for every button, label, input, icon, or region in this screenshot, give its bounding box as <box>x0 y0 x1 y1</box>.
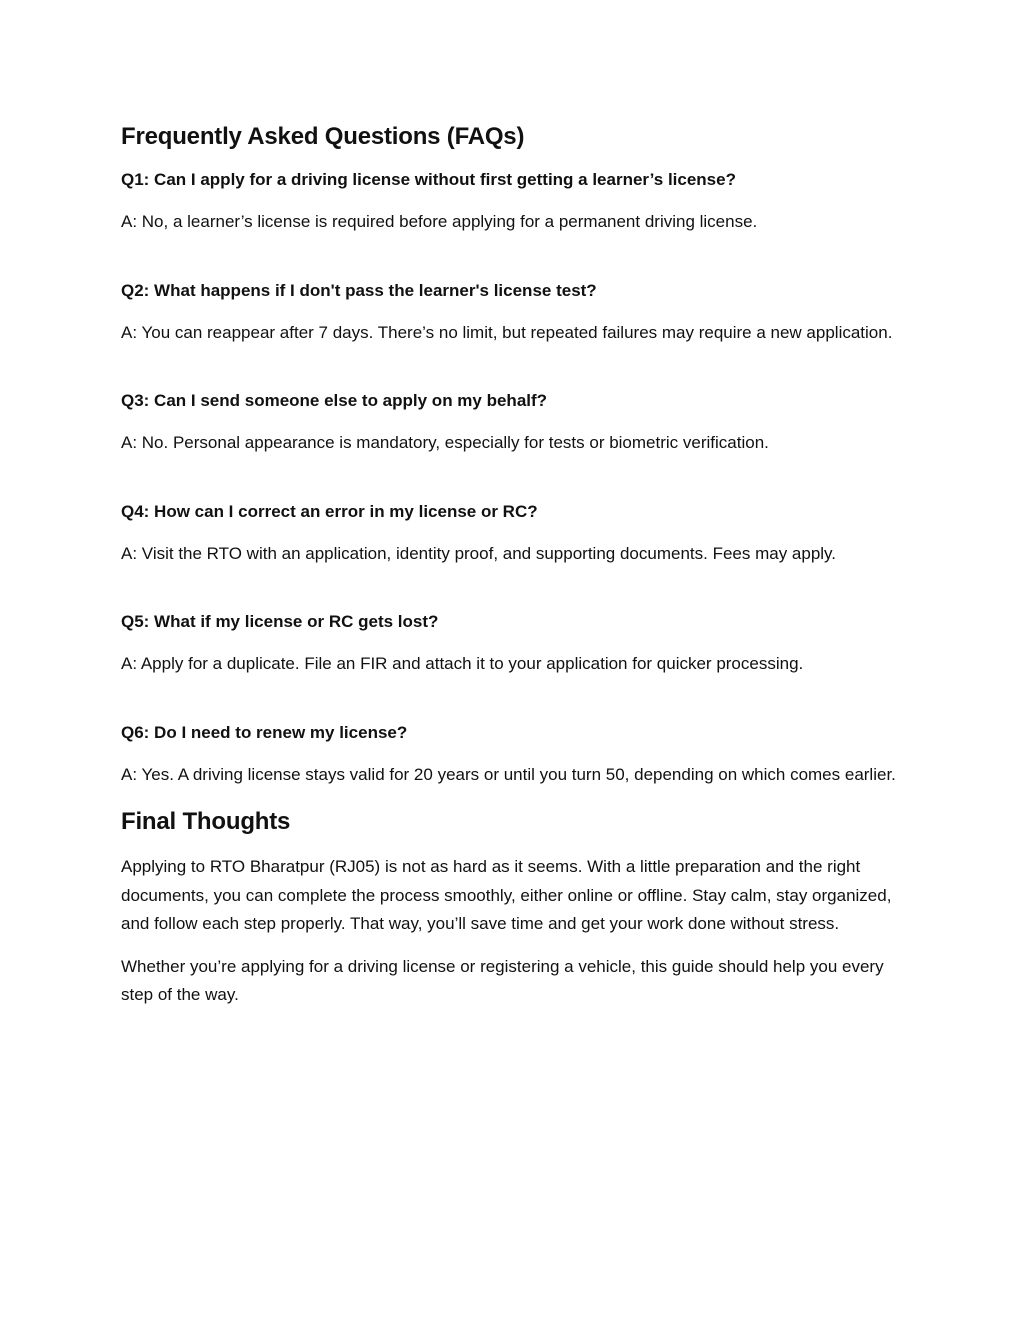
faq-question: Q3: Can I send someone else to apply on my behalf? <box>121 391 548 410</box>
faq-answer: A: You can reappear after 7 days. There’s no limit, but repeated failures may require a new application. <box>121 322 893 342</box>
faq-question: Q2: What happens if I don't pass the learner's license test? <box>121 280 597 300</box>
faq-list <box>121 166 911 789</box>
faq-question: Q1: Can I apply for a driving license without first getting a learner’s license? <box>121 170 736 189</box>
faq-item-2 <box>121 277 911 348</box>
faq-answer: A: Apply for a duplicate. File an FIR and attach it to your application for quicker processing. <box>121 654 804 673</box>
final-paragraph-2: Whether you’re applying for a driving license or registering a vehicle, this guide should help you every step of the way. <box>121 956 884 1004</box>
final-thoughts-heading: Final Thoughts <box>121 808 291 835</box>
final-paragraph-1: Applying to RTO Bharatpur (RJ05) is not as hard as it seems. With a little preparation and the right documents, you can complete the process smoothly, either online or offline. Stay calm, stay organized, and follow each step properly. That way, you’ll save time and get your work done without stress. <box>121 857 892 933</box>
faq-answer: A: Visit the RTO with an application, identity proof, and supporting documents. Fees may apply. <box>121 543 837 563</box>
faq-answer: A: Yes. A driving license stays valid for 20 years or until you turn 50, depending on which comes earlier. <box>121 764 896 784</box>
faq-question: Q6: Do I need to renew my license? <box>121 722 408 742</box>
faq-question: Q4: How can I correct an error in my license or RC? <box>121 501 538 521</box>
faq-item-5 <box>121 608 911 679</box>
faq-answer: A: No. Personal appearance is mandatory, especially for tests or biometric verification. <box>121 433 769 452</box>
faq-question: Q5: What if my license or RC gets lost? <box>121 612 439 631</box>
document-page <box>121 120 911 1024</box>
faq-answer: A: No, a learner’s license is required before applying for a permanent driving license. <box>121 212 758 231</box>
faq-item-6 <box>121 719 911 790</box>
faq-item-3 <box>121 387 911 458</box>
faq-item-4 <box>121 498 911 569</box>
faq-item-1 <box>121 166 911 237</box>
faq-heading: Frequently Asked Questions (FAQs) <box>121 123 525 150</box>
